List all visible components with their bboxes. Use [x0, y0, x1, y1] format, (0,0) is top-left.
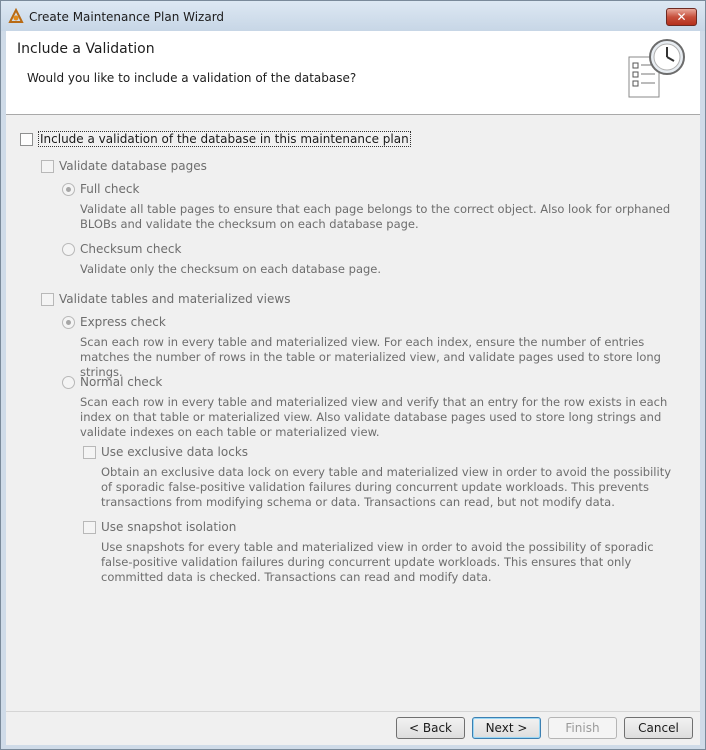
validate-tables-checkbox[interactable]	[41, 292, 290, 306]
include-validation-label: Include a validation of the database in this maintenance plan	[40, 132, 409, 146]
express-check-description: Scan each row in every table and materialized view. For each index, ensure the number of entries matches the number of rows in the table or materialized view, and validate pages used to store long strings.	[80, 335, 661, 379]
validate-pages-label: Validate database pages	[59, 159, 207, 173]
validate-tables-label: Validate tables and materialized views	[59, 292, 291, 306]
next-button[interactable]: Next >	[472, 717, 541, 739]
exclusive-locks-checkbox[interactable]	[83, 445, 248, 459]
back-button[interactable]: < Back	[396, 717, 465, 739]
checksum-check-label: Checksum check	[80, 242, 182, 256]
checkbox-box[interactable]	[83, 521, 96, 534]
normal-check-radio[interactable]	[62, 375, 162, 389]
exclusive-locks-description: Obtain an exclusive data lock on every table and materialized view in order to avoid the possibility of sporadic false-positive validation failures during concurrent update workloads. This prevents transactions from modifying schema or data. Transactions can read, but not modify data.	[101, 465, 672, 509]
checksum-check-description: Validate only the checksum on each database page.	[80, 262, 382, 276]
normal-check-description: Scan each row in every table and materialized view and verify that an entry for the row exists in each index on that table or materialized view. Also validate database pages used to store long strings and validate indexes on each table or materialized view.	[80, 395, 668, 439]
snapshot-isolation-description: Use snapshots for every table and materialized view in order to avoid the possibility of sporadic false-positive validation failures during concurrent update workloads. This ensures that only committed data is checked. Transactions can read and modify data.	[101, 540, 654, 584]
page-subtitle: Would you like to include a validation of the database?	[27, 71, 357, 85]
wizard-client	[6, 31, 700, 745]
full-check-description: Validate all table pages to ensure that each page belongs to the correct object. Also look for orphaned BLOBs and validate the checksum on each database page.	[80, 202, 671, 231]
radio-circle[interactable]	[62, 183, 75, 196]
express-check-label: Express check	[80, 315, 166, 329]
close-button[interactable]: ✕	[666, 8, 697, 26]
footer-divider	[6, 711, 700, 712]
full-check-label: Full check	[80, 182, 140, 196]
page-title: Include a Validation	[17, 41, 155, 57]
snapshot-isolation-checkbox[interactable]	[83, 520, 236, 534]
validate-pages-checkbox[interactable]	[41, 159, 207, 173]
snapshot-isolation-label: Use snapshot isolation	[101, 520, 237, 534]
full-check-radio[interactable]	[62, 182, 139, 196]
checksum-check-radio[interactable]	[62, 242, 181, 256]
checkbox-box[interactable]	[83, 446, 96, 459]
checkbox-box[interactable]	[20, 133, 33, 146]
finish-button[interactable]: Finish	[548, 717, 617, 739]
wizard-header	[6, 31, 700, 115]
express-check-radio[interactable]	[62, 315, 166, 329]
radio-circle[interactable]	[62, 316, 75, 329]
radio-circle[interactable]	[62, 243, 75, 256]
exclusive-locks-label: Use exclusive data locks	[101, 445, 249, 459]
window-title: Create Maintenance Plan Wizard	[29, 10, 225, 24]
normal-check-label: Normal check	[80, 375, 163, 389]
radio-circle[interactable]	[62, 376, 75, 389]
checkbox-box[interactable]	[41, 293, 54, 306]
include-validation-checkbox[interactable]	[20, 131, 411, 147]
cancel-button[interactable]: Cancel	[624, 717, 693, 739]
app-logo-icon	[8, 8, 25, 24]
checkbox-box[interactable]	[41, 160, 54, 173]
checklist-clock-icon	[623, 37, 689, 103]
title-bar[interactable]	[1, 1, 705, 31]
